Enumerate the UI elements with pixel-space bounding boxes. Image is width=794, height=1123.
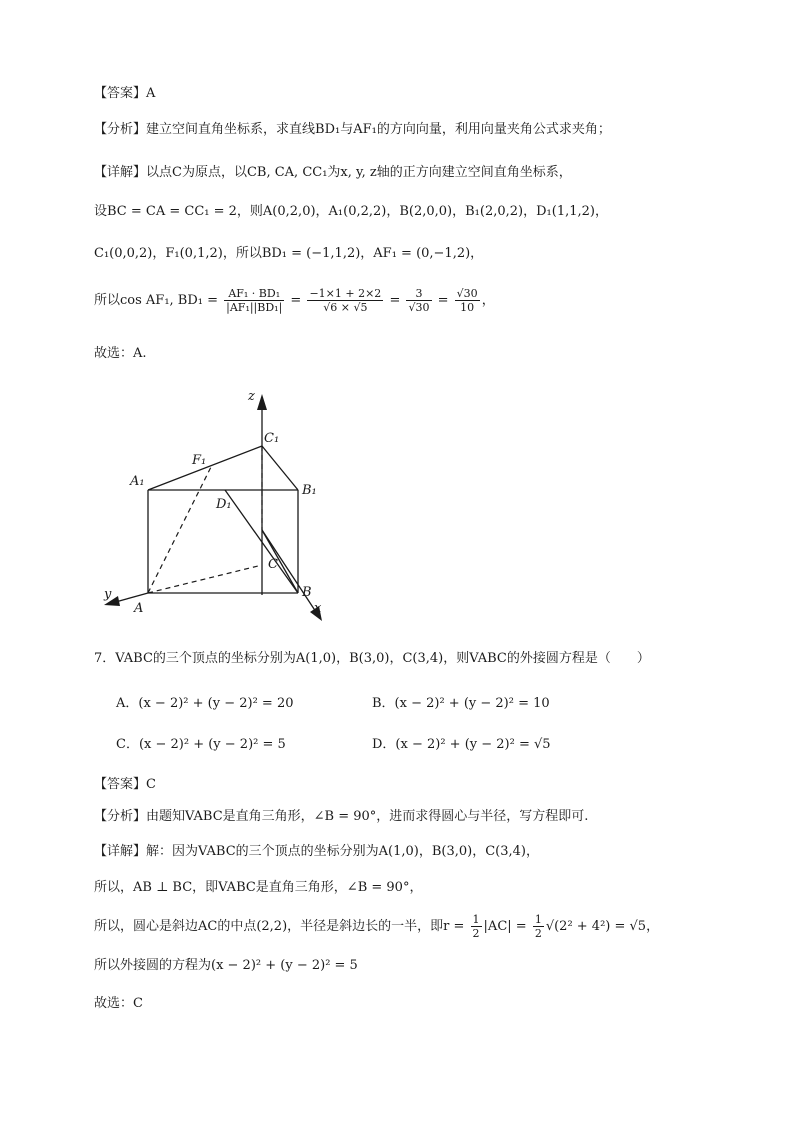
fraction-numerator: AF₁ · BD₁ (224, 287, 284, 301)
label-f1: F₁ (192, 453, 207, 468)
x-axis-line (262, 530, 318, 615)
label-c: C (268, 557, 278, 572)
fraction-denominator: 10 (460, 301, 475, 314)
detail-2-line-3 (94, 912, 659, 942)
segment-a-f1-dashed (148, 465, 212, 593)
detail-1-line-4: 所以cos AF₁, BD₁ = $\frac{\text{AF₁ · BD₁}}{\text{|AF₁||BD₁|}}$ = $\frac{-1\times 1 + 2\times 2}{√6 \times √5}$ = $\frac{3}{√30}$ = $\frac{√30}{10}$ ， (94, 287, 495, 314)
fraction-numerator: √30 (456, 287, 478, 300)
detail-2-line-1 (94, 842, 539, 862)
label-d1: D₁ (216, 497, 232, 512)
label-b: B (302, 585, 312, 600)
detail-1-line-3: C₁(0,0,2)，F₁(0,1,2)，所以BD₁ = (−1,1,2)，AF₁ = (0,−1,2)， (94, 246, 484, 261)
detail-1-choose: 故选：A. (94, 346, 147, 361)
answer-value: C (146, 777, 156, 792)
analysis-tag: 【分析】 (94, 122, 147, 137)
edge-c1-b1 (262, 446, 298, 490)
detail-2-line-2: 所以，AB ⊥ BC，即VABC是直角三角形，∠B = 90°， (94, 880, 423, 895)
detail-tag: 【详解】 (94, 165, 147, 180)
fraction-result (455, 287, 480, 314)
label-c1: C₁ (264, 431, 280, 446)
detail-text: 解：因为VABC的三个顶点的坐标分别为A(1,0)，B(3,0)，C(3,4)， (146, 844, 539, 859)
answer-tag: 【答案】 (94, 777, 147, 792)
fraction-simplified (406, 287, 431, 314)
comma: ， (481, 293, 495, 308)
fraction-half-2 (533, 913, 544, 940)
label-a: A (134, 601, 144, 616)
edge-a-c-dashed (148, 565, 262, 593)
analysis-2-line (94, 807, 588, 827)
radius-suffix: √(2² + 4²) = √5， (545, 919, 660, 934)
fraction-denominator: 2 (472, 927, 480, 940)
answer-1-line (94, 84, 155, 104)
radius-mid: |AC| = (483, 919, 527, 934)
fraction-numerator: 3 (406, 287, 431, 301)
radius-prefix: 所以，圆心是斜边AC的中点(2,2)，半径是斜边长的一半，即r = (94, 919, 465, 934)
fraction-denominator: √6 × √5 (323, 301, 368, 314)
detail-2-line-4: 所以外接圆的方程为(x − 2)² + (y − 2)² = 5 (94, 958, 358, 973)
answer-value: A (146, 86, 156, 101)
analysis-1-line (94, 120, 611, 140)
detail-text: 以点C为原点，以CB, CA, CC₁为x, y, z轴的正方向建立空间直角坐标系， (146, 165, 572, 180)
fraction-numerator: 1 (534, 913, 542, 926)
fraction-denominator: |AF₁||BD₁| (226, 301, 283, 314)
label-x: x (314, 601, 322, 616)
detail-1-line-1 (94, 163, 572, 183)
prism-figure (90, 380, 350, 630)
detail-1-line-2: 设BC = CA = CC₁ = 2，则A(0,2,0)，A₁(0,2,2)，B(2,0,0)，B₁(2,0,2)，D₁(1,1,2)， (94, 204, 608, 219)
cos-prefix: 所以cos AF₁, BD₁ = (94, 293, 219, 308)
detail-tag: 【详解】 (94, 844, 147, 859)
fraction-denominator: √30 (408, 301, 430, 314)
fraction-dot-product (224, 287, 284, 314)
label-b1: B₁ (302, 483, 317, 498)
fraction-half (471, 913, 482, 940)
option-d: D．(x − 2)² + (y − 2)² = √5 (372, 737, 551, 752)
fraction-computation (307, 287, 383, 314)
option-c: C．(x − 2)² + (y − 2)² = 5 (116, 737, 286, 752)
label-z: z (248, 389, 255, 404)
label-y: y (104, 587, 112, 602)
analysis-tag: 【分析】 (94, 809, 147, 824)
z-axis-arrow (257, 394, 267, 410)
fraction-numerator: 1 (472, 913, 480, 926)
question-7-stem: 7．VABC的三个顶点的坐标分别为A(1,0)，B(3,0)，C(3,4)，则VABC的外接圆方程是（ ） (94, 651, 650, 666)
detail-2-choose: 故选：C (94, 996, 143, 1011)
analysis-text: 由题知VABC是直角三角形，∠B = 90°，进而求得圆心与半径，写方程即可. (146, 809, 589, 824)
answer-tag: 【答案】 (94, 86, 147, 101)
fraction-denominator: 2 (534, 927, 542, 940)
option-b: B．(x − 2)² + (y − 2)² = 10 (372, 696, 550, 711)
option-a: A．(x − 2)² + (y − 2)² = 20 (116, 696, 294, 711)
label-a1: A₁ (130, 474, 145, 489)
analysis-text: 建立空间直角坐标系，求直线BD₁与AF₁的方向向量，利用向量夹角公式求夹角； (146, 122, 611, 137)
answer-2-line (94, 775, 156, 795)
fraction-numerator: −1×1 + 2×2 (309, 287, 382, 300)
